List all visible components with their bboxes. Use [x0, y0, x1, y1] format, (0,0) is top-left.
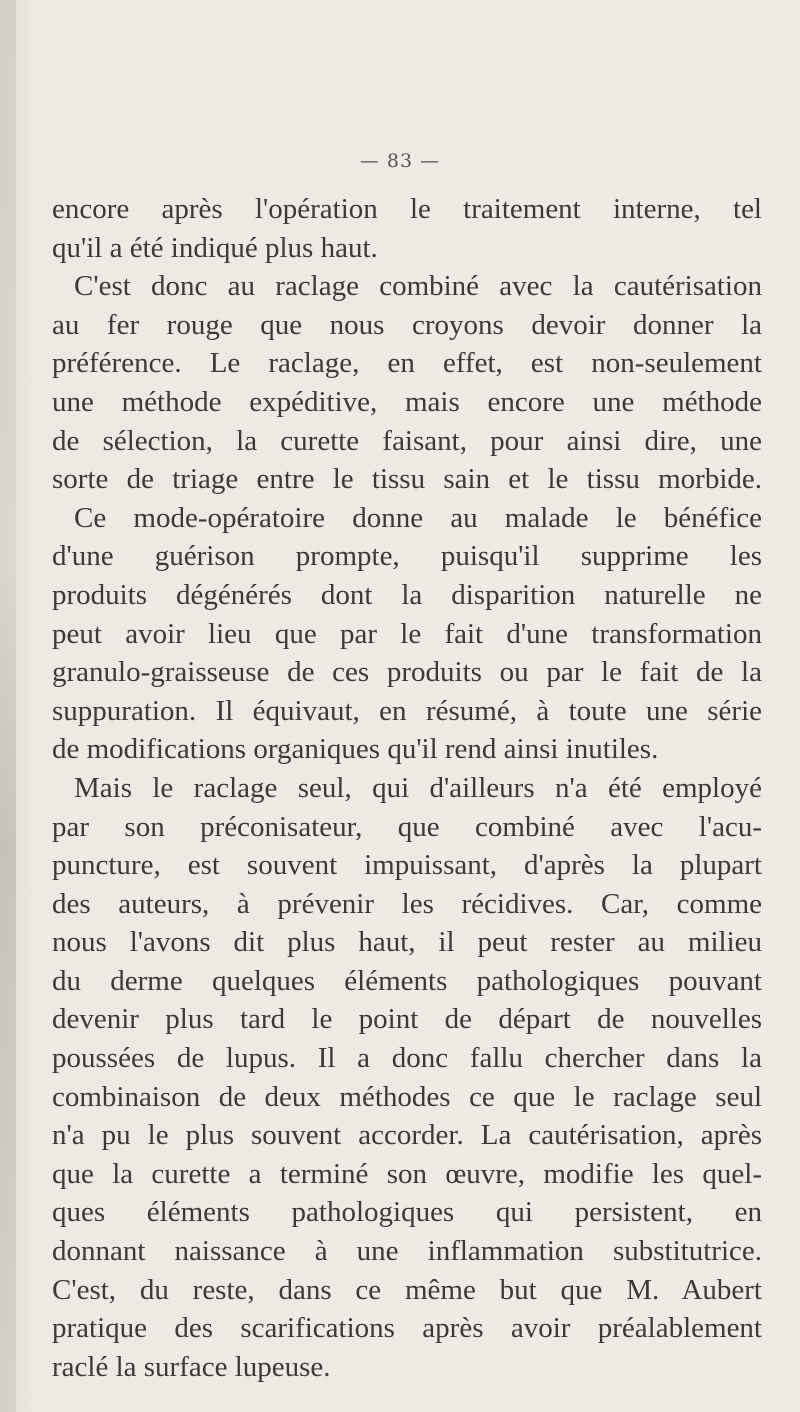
text-line: de modifications organiques qu'il rend ainsi inutiles. [52, 733, 659, 766]
text-line: de sélection, la curette faisant, pour ainsi dire, une [52, 424, 762, 457]
text-line: devenir plus tard le point de départ de nouvelles [52, 1003, 762, 1036]
text-line: combinaison de deux méthodes ce que le raclage seul [52, 1080, 762, 1113]
text-line: nous l'avons dit plus haut, il peut rester au milieu [52, 926, 762, 959]
text-line: poussées de lupus. Il a donc fallu chercher dans la [52, 1042, 762, 1075]
text-line: peut avoir lieu que par le fait d'une transformation [52, 617, 762, 650]
text-line: granulo-graisseuse de ces produits ou par le fait de la [52, 656, 762, 689]
text-line: par son préconisateur, que combiné avec l'acu- [52, 810, 762, 843]
text-line: puncture, est souvent impuissant, d'après la plupart [52, 849, 762, 882]
text-line: raclé la surface lupeuse. [52, 1350, 331, 1383]
text-line: Mais le raclage seul, qui d'ailleurs n'a été employé [74, 771, 762, 804]
text-line: Ce mode-opératoire donne au malade le bénéfice [74, 501, 762, 534]
text-line: qu'il a été indiqué plus haut. [52, 231, 378, 264]
text-line: ques éléments pathologiques qui persistent, en [52, 1196, 762, 1229]
page-number: — 83 — [359, 150, 441, 172]
text-line: sorte de triage entre le tissu sain et le tissu morbide. [52, 463, 762, 496]
text-line: n'a pu le plus souvent accorder. La cautérisation, après [52, 1119, 762, 1152]
text-line: donnant naissance à une inflammation substitutrice. [52, 1235, 762, 1268]
text-line: du derme quelques éléments pathologiques pouvant [52, 964, 762, 997]
text-line: que la curette a terminé son œuvre, modifie les quel- [52, 1157, 762, 1190]
body-text [52, 190, 762, 1386]
text-line: encore après l'opération le traitement interne, tel [52, 193, 762, 225]
text-line: au fer rouge que nous croyons devoir donner la [52, 308, 762, 341]
text-line: une méthode expéditive, mais encore une méthode [52, 385, 762, 418]
text-line: produits dégénérés dont la disparition naturelle ne [52, 578, 762, 611]
text-line: C'est donc au raclage combiné avec la cautérisation [74, 270, 762, 303]
text-line: pratique des scarifications après avoir préalablement [52, 1312, 762, 1345]
text-line: d'une guérison prompte, puisqu'il supprime les [52, 540, 762, 573]
text-line: suppuration. Il équivaut, en résumé, à toute une série [52, 694, 762, 727]
text-line: préférence. Le raclage, en effet, est non-seulement [52, 347, 762, 380]
text-line: C'est, du reste, dans ce même but que M. Aubert [52, 1273, 762, 1306]
text-line: des auteurs, à prévenir les récidives. Car, comme [52, 887, 762, 920]
page-spine-shadow [0, 0, 16, 1412]
